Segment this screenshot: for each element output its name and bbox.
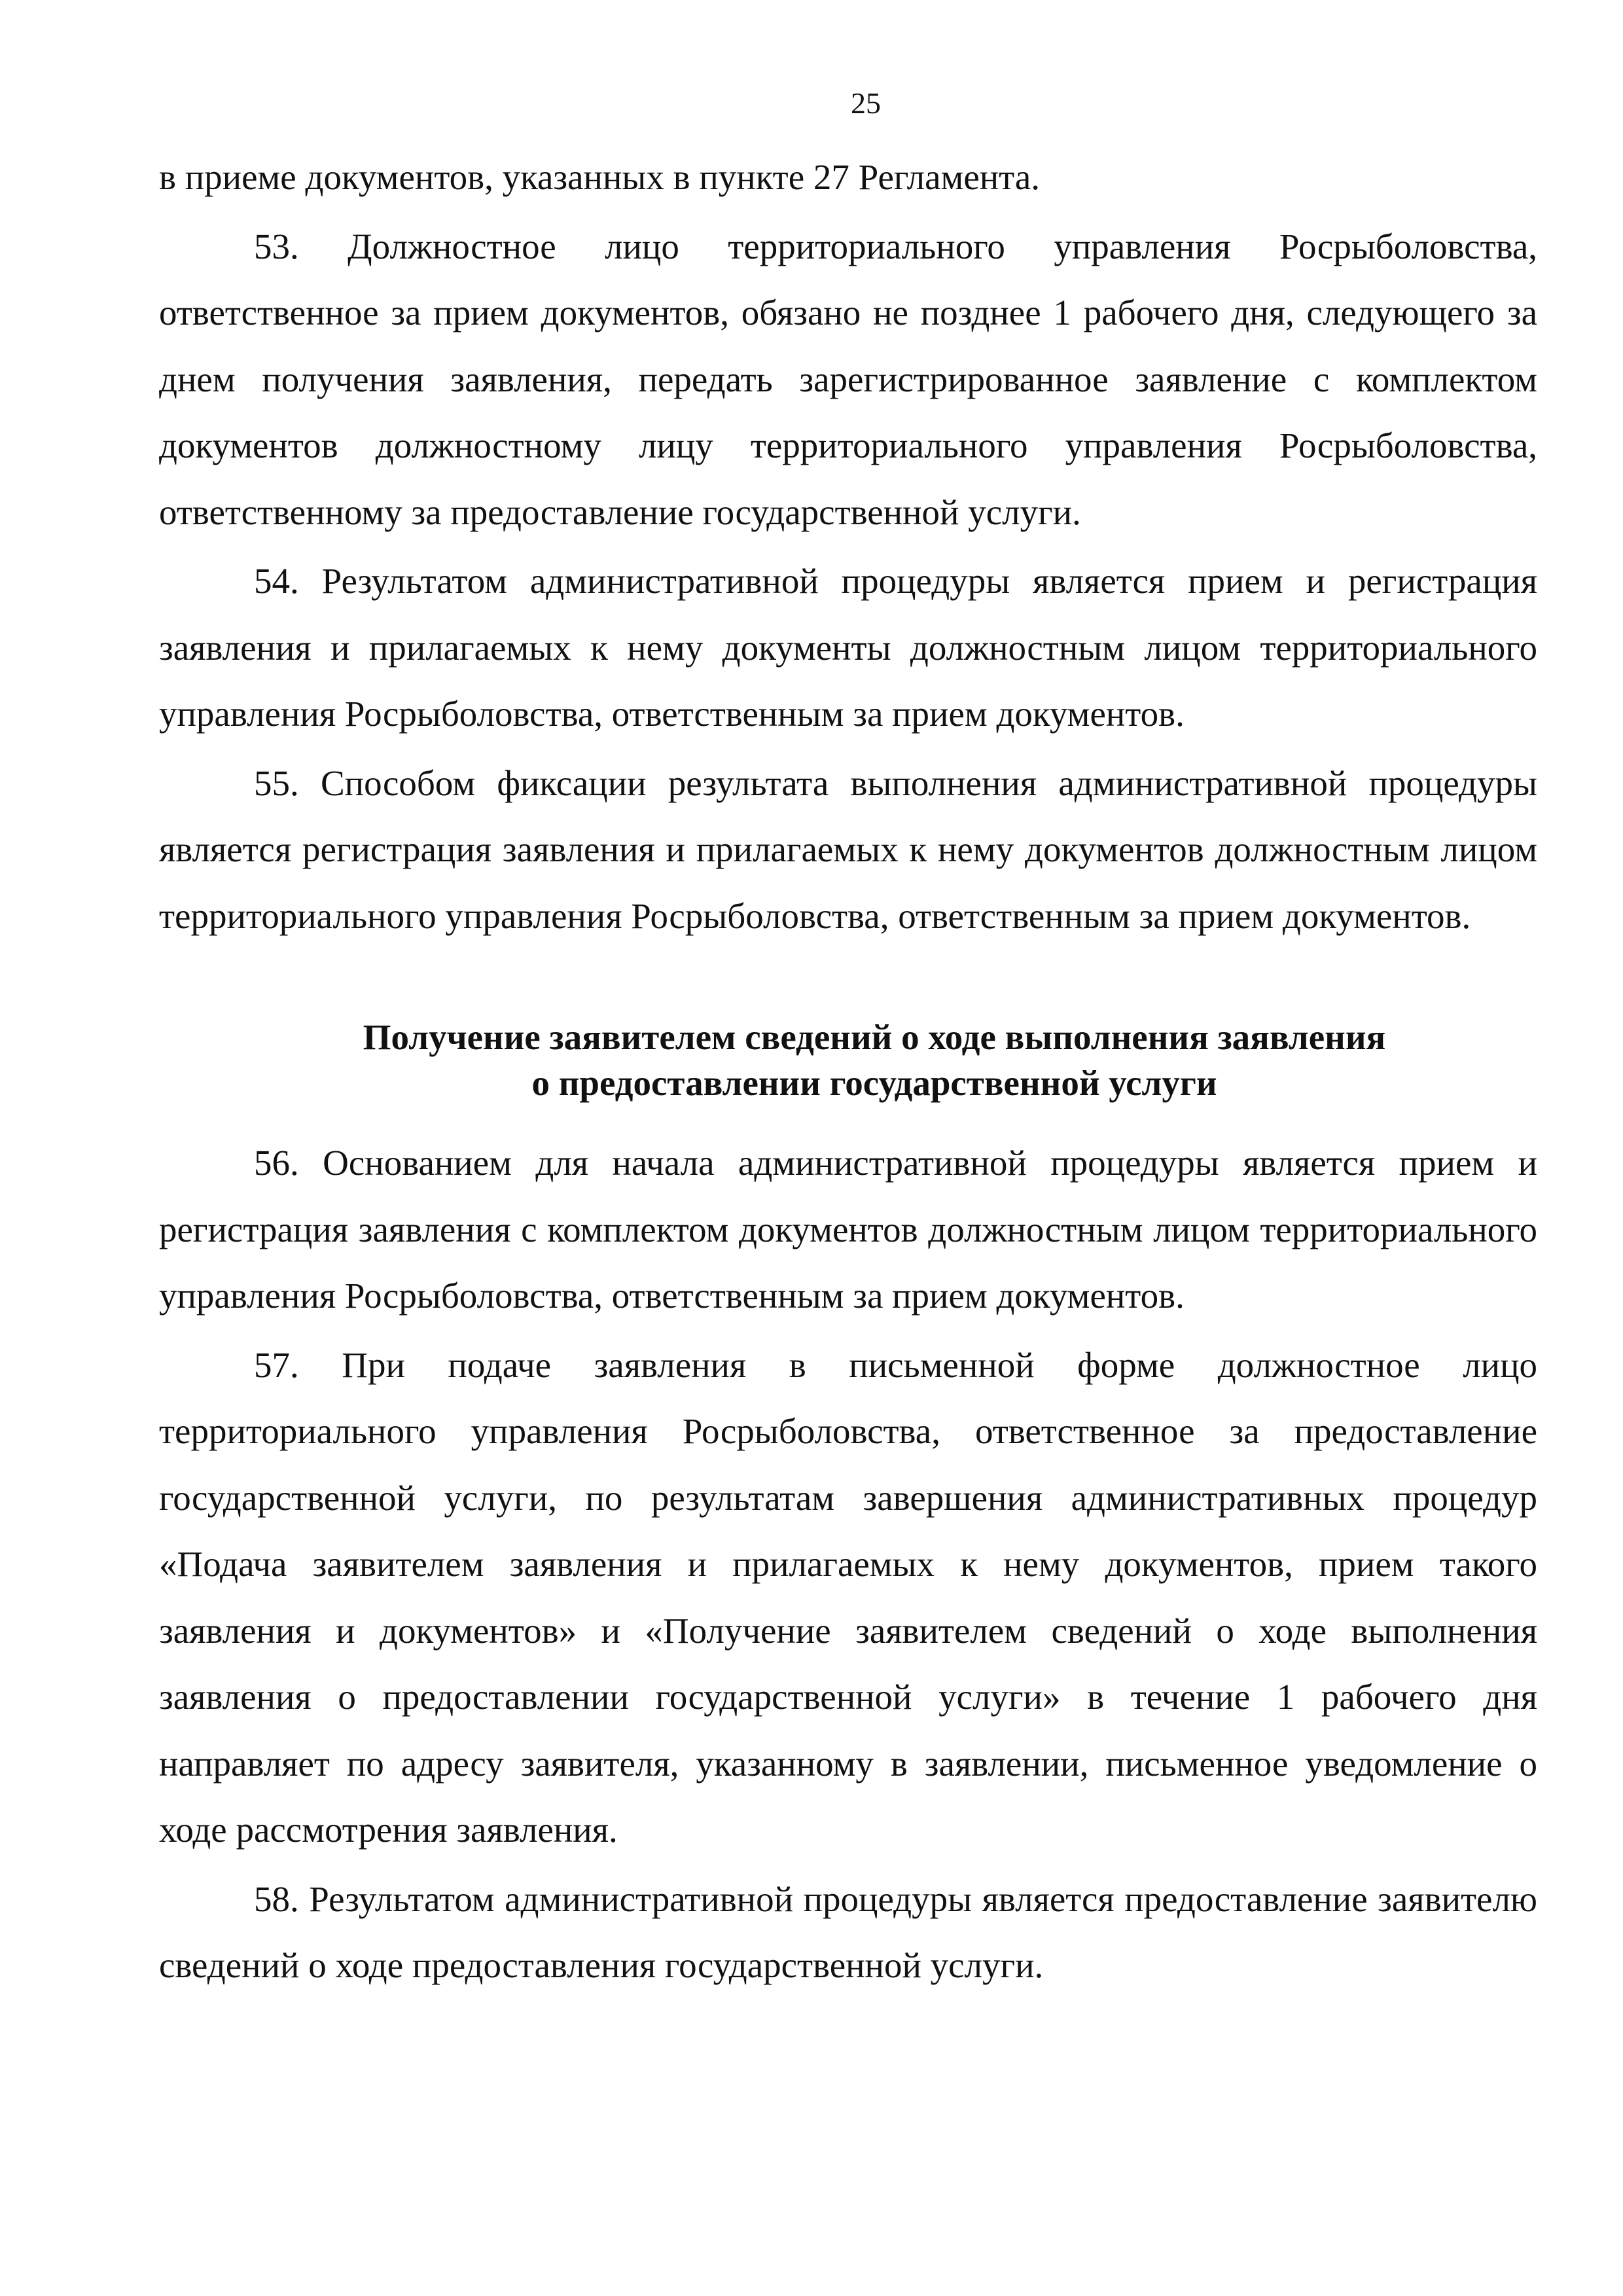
paragraph-58: 58. Результатом административной процедуры является предоставление заявителю сведений о ходе предоставления государственной услуги. — [159, 1878, 1537, 1985]
section-spacer — [159, 1110, 1537, 1127]
paragraph-continuation: в приеме документов, указанных в пункте 27 Регламента. — [159, 157, 1041, 197]
paragraph-55: 55. Способом фиксации результата выполнения административной процедуры является регистрация заявления и прилагаемых к нему документов должностным лицом территориального управления Росрыболовства, ответственным за прием документов. — [159, 762, 1537, 936]
section-heading — [159, 1014, 1537, 1106]
section-heading-line-2: о предоставлении государственной услуги — [531, 1063, 1217, 1103]
paragraph-54: 54. Результатом административной процедуры является прием и регистрация заявления и прилагаемых к нему документы должностным лицом территориального управления Росрыболовства, ответственным за прием документов. — [159, 561, 1537, 734]
paragraph-53: 53. Должностное лицо территориального управления Росрыболовства, ответственное за прием документов, обязано не позднее 1 рабочего дня, следующего за днем получения заявления, передать зарегистрированное заявление с комплектом документов должностному лицу территориального управления Росрыболовства, ответственному за предоставление государственной услуги. — [159, 226, 1537, 532]
paragraph-57: 57. При подаче заявления в письменной форме должностное лицо территориального управления Росрыболовства, ответственное за предоставление государственной услуги, по результатам завершения административных процедур «Подача заявителем заявления и прилагаемых к нему документов, прием такого заявления и документов» и «Получение заявителем сведений о ходе выполнения заявления о предоставлении государственной услуги» в течение 1 рабочего дня направляет по адресу заявителя, указанному в заявлении, письменное уведомление о ходе рассмотрения заявления. — [159, 1344, 1537, 1850]
page-number: 25 — [851, 86, 881, 120]
document-body — [159, 144, 1537, 1999]
paragraph-56: 56. Основанием для начала административной процедуры является прием и регистрация заявления с комплектом документов должностным лицом территориального управления Росрыболовства, ответственным за прием документов. — [159, 1143, 1537, 1316]
section-heading-line-1: Получение заявителем сведений о ходе выполнения заявления — [363, 1017, 1386, 1057]
